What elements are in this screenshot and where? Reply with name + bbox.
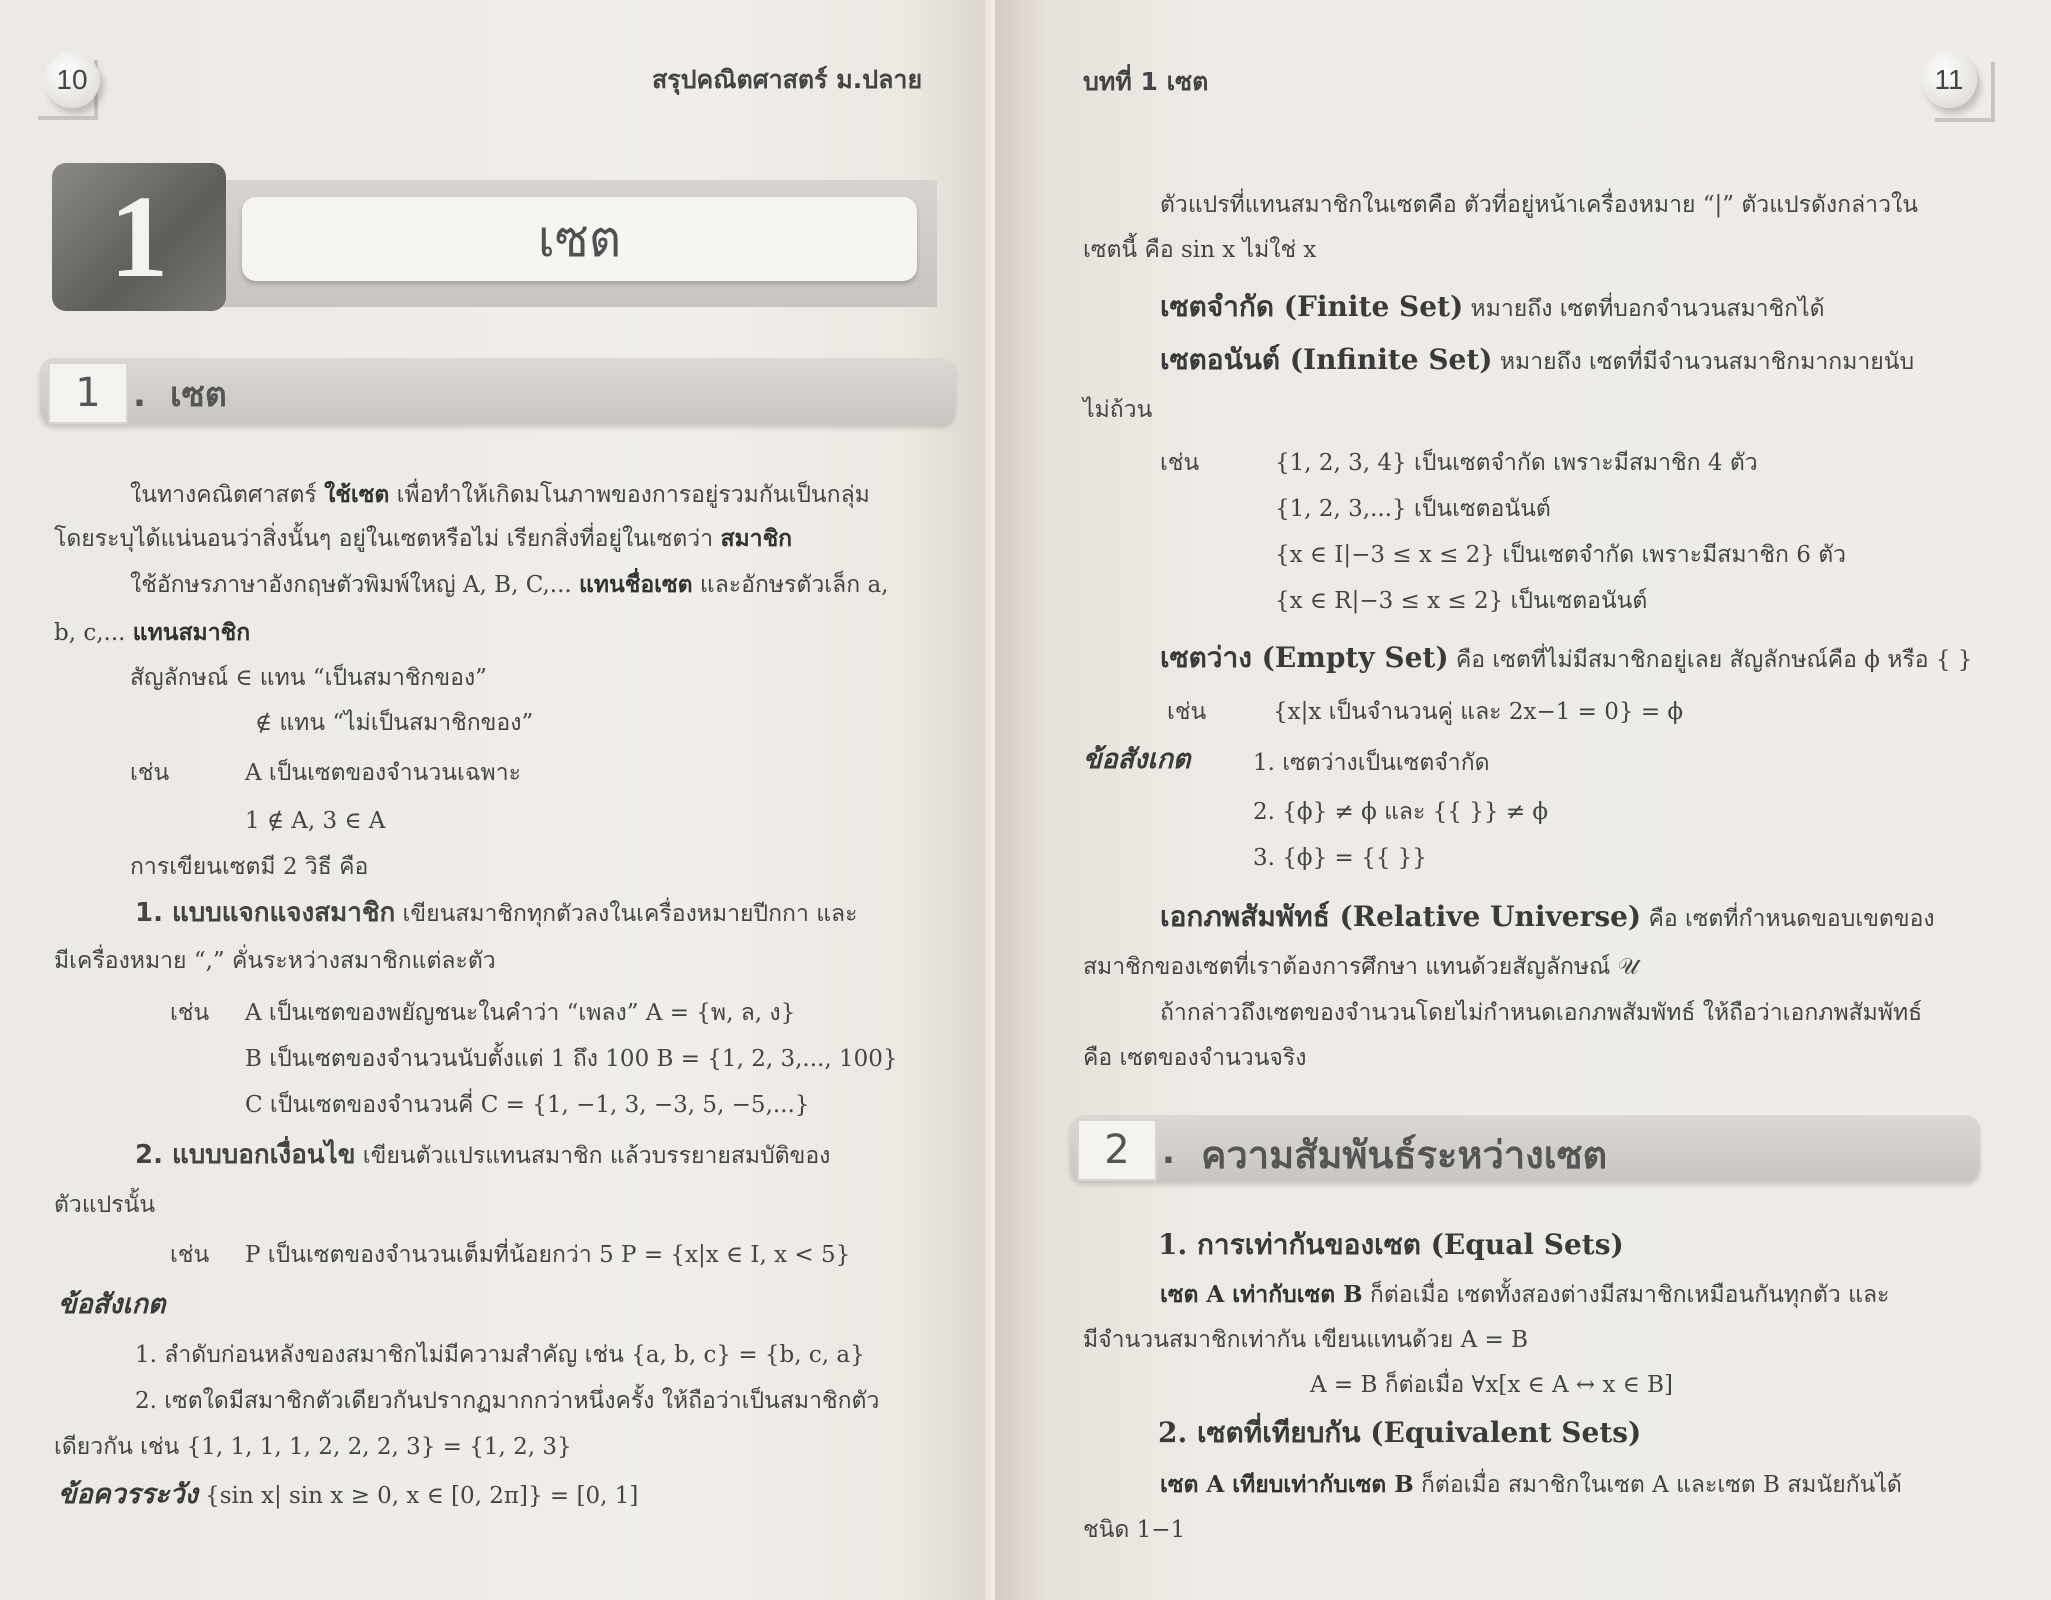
symbol-in: สัญลักษณ์ ∈ แทน “เป็นสมาชิกของ” xyxy=(130,665,487,691)
section-1-number: 1 xyxy=(48,362,128,424)
caution: ข้อควรระวัง {sin x| sin x ≥ 0, x ∈ [0, 2π]} = [0, 1] xyxy=(58,1479,639,1510)
method-1-example-b: B เป็นเซตของจำนวนนับตั้งแต่ 1 ถึง 100 B = {1, 2, 3,..., 100} xyxy=(245,1046,898,1072)
equivalent-sets-title: 2. เซตที่เทียบกัน (Equivalent Sets) xyxy=(1158,1416,1642,1449)
universe-note-2: คือ เซตของจำนวนจริง xyxy=(1083,1045,1307,1071)
example-text: A เป็นเซตของจำนวนเฉพาะ xyxy=(245,760,521,786)
page-number-right: 11 xyxy=(1921,52,1977,108)
page-number-left: 10 xyxy=(44,52,100,108)
example-label: เช่น xyxy=(130,760,170,786)
method-2-example-label: เช่น xyxy=(170,1242,210,1268)
running-header-right: บทที่ 1 เซต xyxy=(1083,67,1209,96)
method-1-example-a: A เป็นเซตของพยัญชนะในคำว่า “เพลง” A = {พ, ล, ง} xyxy=(245,1000,796,1026)
example-infinite-2: {x ∈ R|−3 ≤ x ≤ 2} เป็นเซตอนันต์ xyxy=(1275,588,1648,614)
equal-sets-def-2: มีจำนวนสมาชิกเท่ากัน เขียนแทนด้วย A = B xyxy=(1083,1327,1528,1353)
example-finite-2: {x ∈ I|−3 ≤ x ≤ 2} เป็นเซตจำกัด เพราะมีสมาชิก 6 ตัว xyxy=(1275,542,1847,568)
right-page xyxy=(995,0,2051,1600)
example-infinite-1: {1, 2, 3,...} เป็นเซตอนันต์ xyxy=(1275,496,1551,522)
section-2-title: ความสัมพันธ์ระหว่างเซต xyxy=(1201,1133,1608,1177)
intro-line-1: ในทางคณิตศาสตร์ ใช้เซต เพื่อทำให้เกิดมโนภาพของการอยู่รวมกันเป็นกลุ่ม xyxy=(130,481,870,508)
empty-example: {x|x เป็นจำนวนคู่ และ 2x−1 = 0} = ϕ xyxy=(1273,699,1684,725)
equal-sets-def: เซต A เท่ากับเซต B ก็ต่อเมื่อ เซตทั้งสองต่างมีสมาชิกเหมือนกันทุกตัว และ xyxy=(1160,1281,1890,1308)
example-finite-1: {1, 2, 3, 4} เป็นเซตจำกัด เพราะมีสมาชิก 4 ตัว xyxy=(1275,450,1758,476)
universe-def-2: สมาชิกของเซตที่เราต้องการศึกษา แทนด้วยสัญลักษณ์ 𝒰 xyxy=(1083,954,1639,980)
equal-sets-title: 1. การเท่ากันของเซต (Equal Sets) xyxy=(1158,1228,1624,1261)
equivalent-sets-def: เซต A เทียบเท่ากับเซต B ก็ต่อเมื่อ สมาชิกในเซต A และเซต B สมนัยกันได้ xyxy=(1160,1471,1902,1498)
section-dot: . xyxy=(133,375,146,415)
notes-heading: ข้อสังเกต xyxy=(58,1289,166,1320)
finite-set-def: เซตจำกัด (Finite Set) หมายถึง เซตที่บอกจำนวนสมาชิกได้ xyxy=(1160,290,1825,323)
intro-line-3: ใช้อักษรภาษาอังกฤษตัวพิมพ์ใหญ่ A, B, C,... แทนชื่อเซต และอักษรตัวเล็ก a, xyxy=(130,571,889,598)
note-2a: 2. เซตใดมีสมาชิกตัวเดียวกันปรากฏมากกว่าหนึ่งครั้ง ให้ถือว่าเป็นสมาชิกตัว xyxy=(135,1388,880,1414)
infinite-set-def: เซตอนันต์ (Infinite Set) หมายถึง เซตที่มีจำนวนสมาชิกมากมายนับ xyxy=(1160,343,1915,376)
empty-set-def: เซตว่าง (Empty Set) คือ เซตที่ไม่มีสมาชิกอยู่เลย สัญลักษณ์คือ ϕ หรือ { } xyxy=(1160,641,1973,674)
equivalent-sets-def-2: ชนิด 1−1 xyxy=(1083,1517,1186,1543)
empty-example-label: เช่น xyxy=(1167,699,1207,725)
universe-def: เอกภพสัมพัทธ์ (Relative Universe) คือ เซตที่กำหนดขอบเขตของ xyxy=(1160,900,1935,933)
note-1: 1. ลำดับก่อนหลังของสมาชิกไม่มีความสำคัญ เช่น {a, b, c} = {b, c, a} xyxy=(135,1342,865,1368)
note-right-3: 3. {ϕ} = {{ }} xyxy=(1253,845,1427,871)
method-1-example-c: C เป็นเซตของจำนวนคี่ C = {1, −1, 3, −3, 5, −5,...} xyxy=(245,1092,810,1118)
method-2-example: P เป็นเซตของจำนวนเต็มที่น้อยกว่า 5 P = {x|x ∈ I, x < 5} xyxy=(245,1242,851,1268)
infinite-set-def-2: ไม่ถ้วน xyxy=(1083,397,1153,423)
chapter-title: เซต xyxy=(242,197,917,281)
examples-label: เช่น xyxy=(1160,450,1200,476)
note-right-2: 2. {ϕ} ≠ ϕ และ {{ }} ≠ ϕ xyxy=(1253,799,1549,825)
para-variable-1: ตัวแปรที่แทนสมาชิกในเซตคือ ตัวที่อยู่หน้าเครื่องหมาย “|” ตัวแปรดังกล่าวใน xyxy=(1160,192,1918,218)
equal-sets-formula: A = B ก็ต่อเมื่อ ∀x[x ∈ A ↔ x ∈ B] xyxy=(1310,1372,1673,1398)
method-2-desc: ตัวแปรนั้น xyxy=(54,1192,156,1218)
example-math: 1 ∉ A, 3 ∈ A xyxy=(245,808,386,834)
section-2-number: 2 xyxy=(1077,1119,1157,1181)
method-1-desc: มีเครื่องหมาย “,” คั่นระหว่างสมาชิกแต่ละตัว xyxy=(54,948,496,974)
ways-intro: การเขียนเซตมี 2 วิธี คือ xyxy=(130,854,369,880)
chapter-number: 1 xyxy=(52,163,226,311)
section-dot: . xyxy=(1162,1132,1175,1172)
note-2b: เดียวกัน เช่น {1, 1, 1, 1, 2, 2, 2, 3} = {1, 2, 3} xyxy=(54,1434,572,1460)
method-1-example-label: เช่น xyxy=(170,1000,210,1026)
universe-note-1: ถ้ากล่าวถึงเซตของจำนวนโดยไม่กำหนดเอกภพสัมพัทธ์ ให้ถือว่าเอกภพสัมพัทธ์ xyxy=(1160,1000,1923,1026)
notes-heading-right: ข้อสังเกต xyxy=(1083,744,1191,775)
intro-line-4: b, c,... แทนสมาชิก xyxy=(54,619,251,646)
left-page xyxy=(0,0,995,1600)
section-1-title: เซต xyxy=(170,375,227,415)
running-header-left: สรุปคณิตศาสตร์ ม.ปลาย xyxy=(652,65,923,94)
symbol-not-in: ∉ แทน “ไม่เป็นสมาชิกของ” xyxy=(255,710,534,736)
para-variable-2: เซตนี้ คือ sin x ไม่ใช่ x xyxy=(1083,237,1317,263)
method-2: 2. แบบบอกเงื่อนไข เขียนตัวแปรแทนสมาชิก แล้วบรรยายสมบัติของ xyxy=(135,1140,831,1170)
method-1: 1. แบบแจกแจงสมาชิก เขียนสมาชิกทุกตัวลงในเครื่องหมายปีกกา และ xyxy=(135,898,858,928)
note-right-1: 1. เซตว่างเป็นเซตจำกัด xyxy=(1253,750,1490,776)
intro-line-2: โดยระบุได้แน่นอนว่าสิ่งนั้นๆ อยู่ในเซตหรือไม่ เรียกสิ่งที่อยู่ในเซตว่า สมาชิก xyxy=(54,525,793,552)
